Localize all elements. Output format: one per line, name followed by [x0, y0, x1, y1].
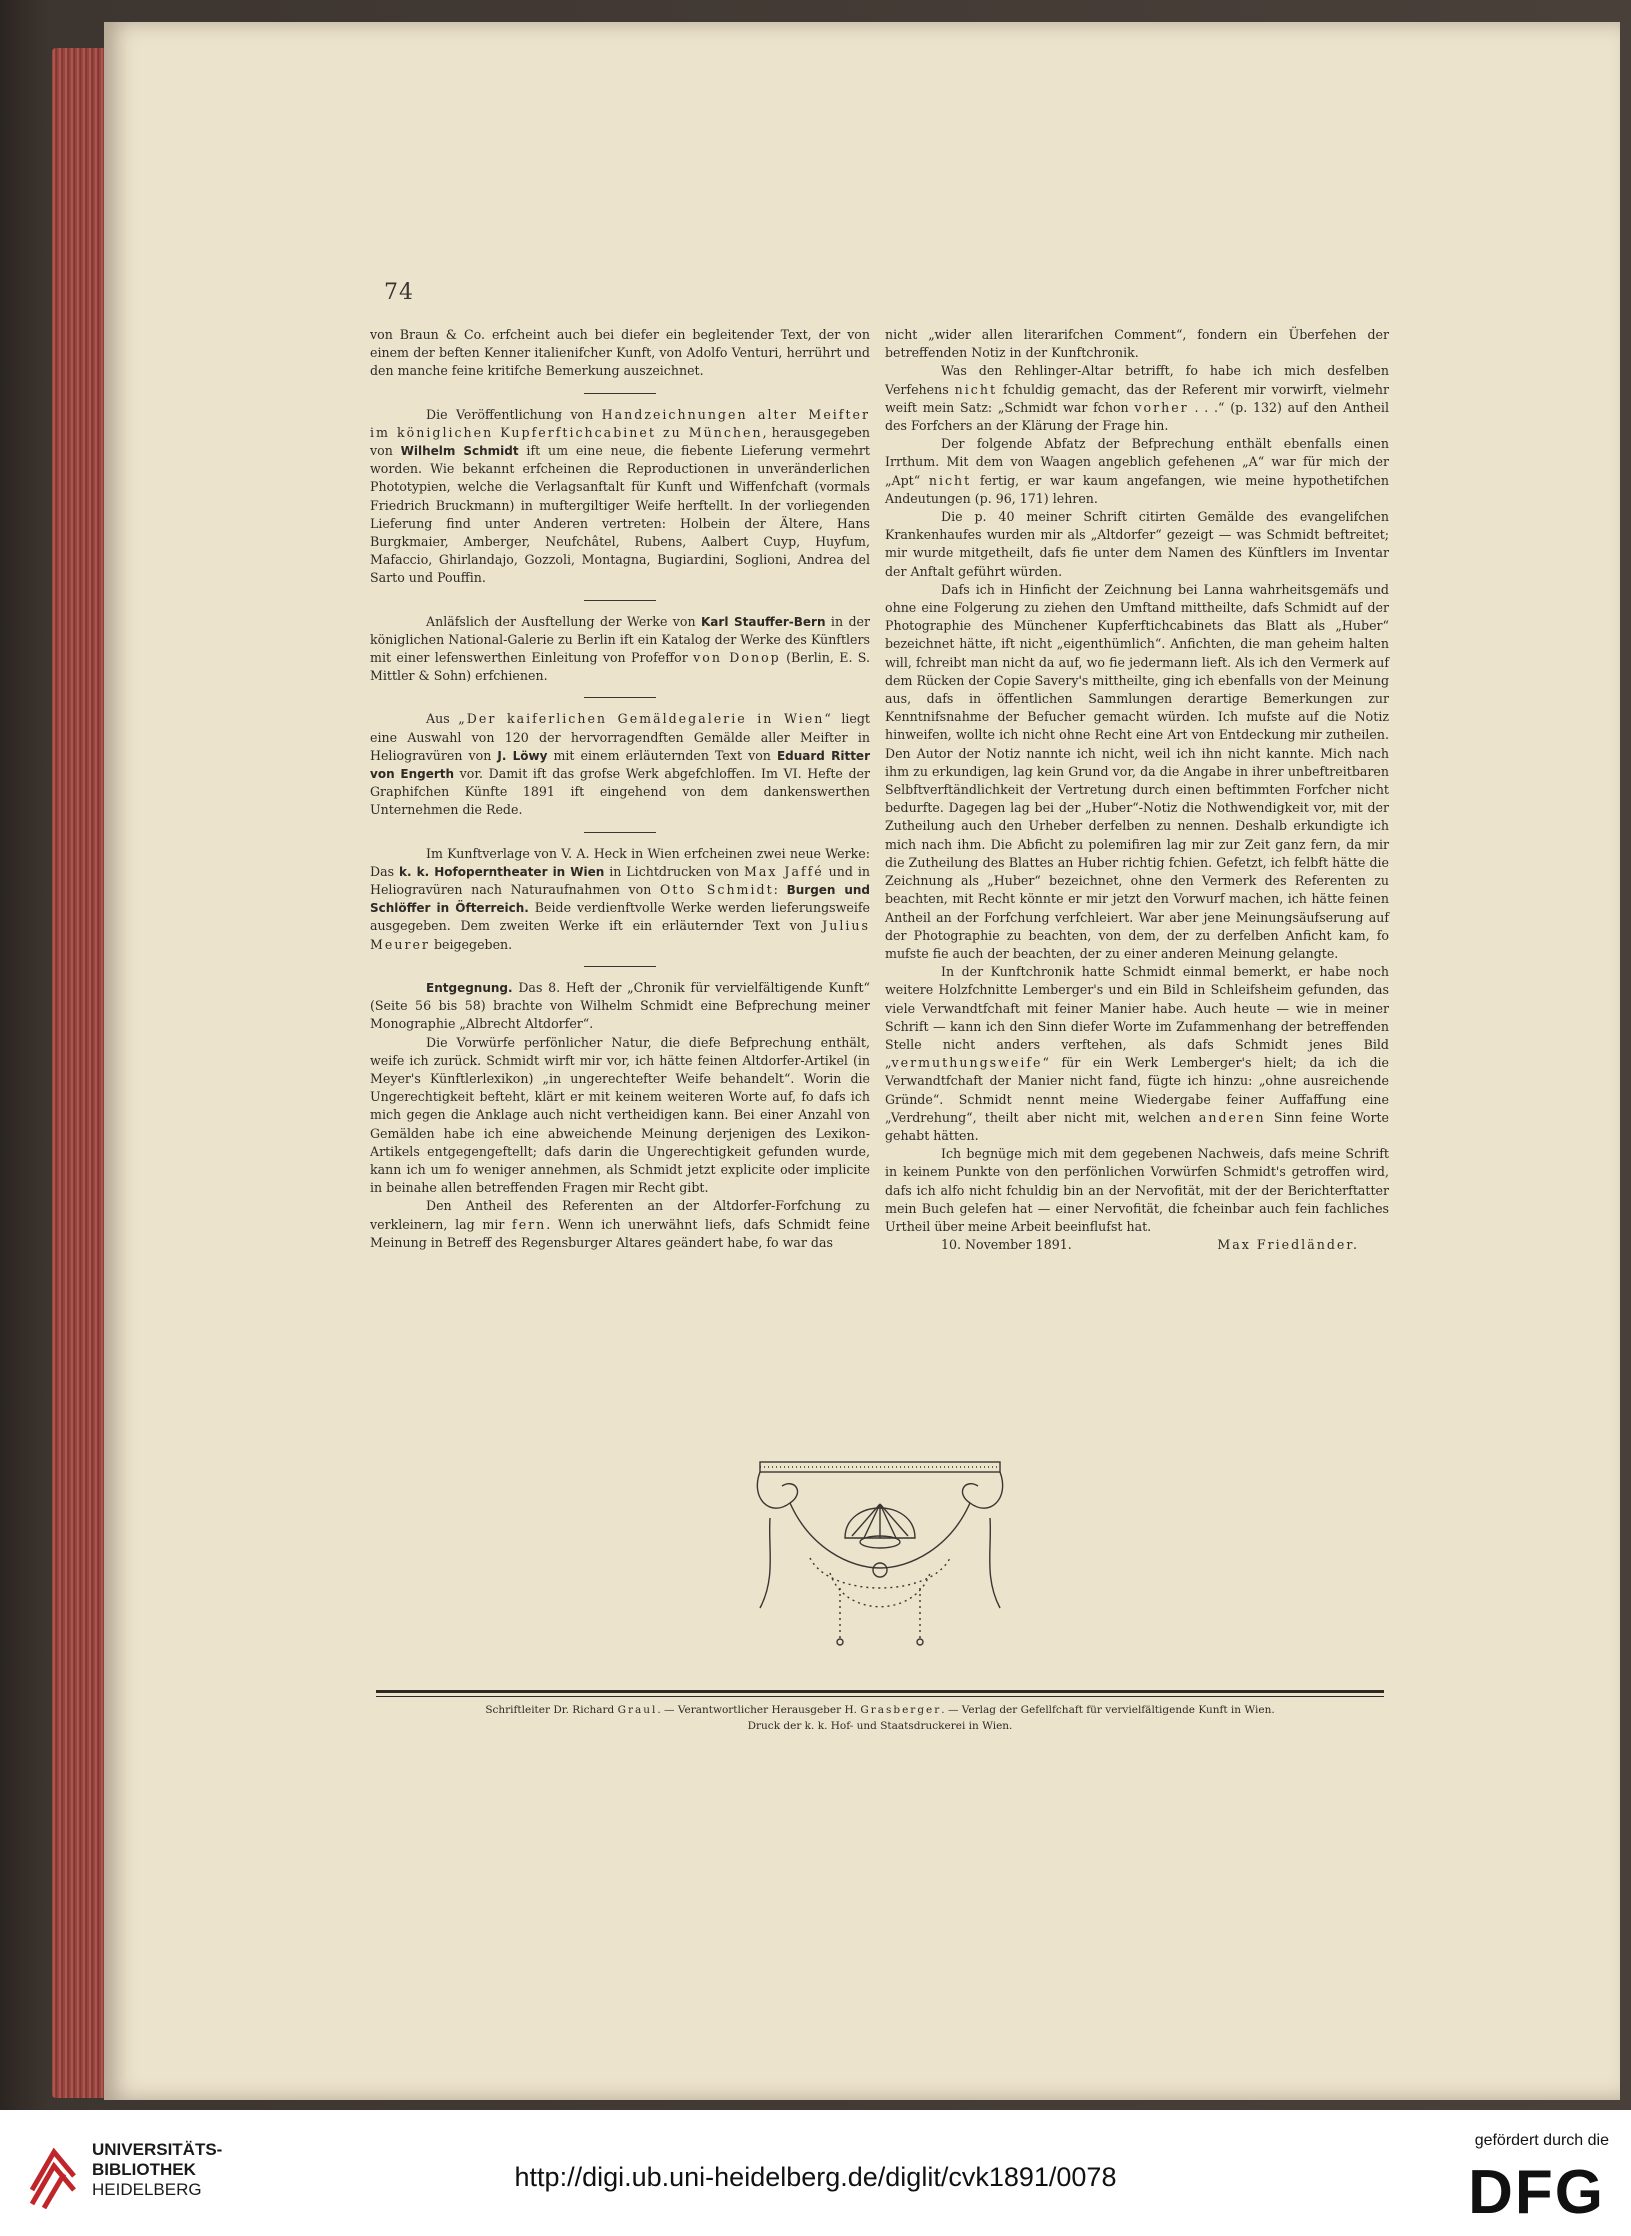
page-number: 74: [384, 280, 414, 305]
paragraph: Der folgende Abfatz der Befprechung enthält ebenfalls einen Irrthum. Mit dem von Waagen angeblich gefehenen „A“ war für mich der „Apt“ nicht fertig, er war kaum angefangen, wie meine hypothetifchen Andeutungen (p. 96, 171) lehren.: [885, 436, 1389, 506]
signature-line: [885, 1236, 1389, 1254]
paragraph: nicht „wider allen literarifchen Comment“, fondern ein Überfehen der betreffenden Notiz in der Kunftchronik.: [885, 327, 1389, 361]
colophon-line-1: Schriftleiter Dr. Richard Graul. — Verantwortlicher Herausgeber H. Grasberger. — Verlag der Gefellfchaft für vervielfältigende Kunft in Wien.: [485, 1704, 1275, 1716]
paragraph: Entgegnung. Das 8. Heft der „Chronik für vervielfältigende Kunft“ (Seite 56 bis 58) brachte von Wilhelm Schmidt eine Befprechung meiner Monographie „Albrecht Altdorfer“.: [370, 979, 870, 1032]
university-library-name: UNIVERSITÄTS- BIBLIOTHEK HEIDELBERG: [92, 2140, 223, 2199]
colophon-line-2: Druck der k. k. Hof- und Staatsdruckerei in Wien.: [747, 1720, 1013, 1732]
paragraph: Ich begnüge mich mit dem gegebenen Nachweis, dafs meine Schrift in keinem Punkte von den perfönlichen Vorwürfen Schmidt's getroffen wird, dafs ich alfo nicht fchuldig bin an der Nervofität, mit der der Berichterftatter mein Buch gelefen hat — einer Nervofität, die fcheinbar auch fein fachliches Urtheil über meine Arbeit beeinflufst hat.: [885, 1146, 1389, 1234]
separator-rule: [584, 600, 656, 601]
digitization-banner: [0, 2110, 1631, 2236]
sponsor-label: gefördert durch die: [1474, 2132, 1609, 2149]
paragraph: Die Vorwürfe perfönlicher Natur, die diefe Befprechung enthält, weife ich zurück. Schmidt wirft mir vor, ich hätte feinen Altdorfer-Artikel (in Meyer's Künftlerlexikon) „in ungerechtefter Weife behandelt“. Worin die Ungerechtigkeit befteht, klärt er mit keinem weiteren Worte auf, fo dafs ich mich gegen die Anklage auch nicht vertheidigen kann. Bei einer Anzahl von Gemälden habe ich eine abweichende Meinung derjenigen des Lexikon-Artikels entgegengeftellt; dafs darin die Ungerechtigkeit gefunden wurde, kann ich um fo weniger annehmen, als Schmidt jetzt explicite oder implicite in beinahe allen betreffenden Fragen mir Recht gibt.: [370, 1034, 870, 1196]
right-column: [885, 326, 1389, 1254]
paragraph: Dafs ich in Hinficht der Zeichnung bei Lanna wahrheitsgemäfs und ohne eine Folgerung zu ziehen den Umftand mittheilte, dafs Schmidt auf der Photographie des Münchener Kupferftichcabinets das Blatt als „Huber“ bezeichnet hätte, ift nicht „eigenthümlich“. Anfichten, die man geheim halten will, fchreibt man nicht da auf, wo fie jedermann lieft. Als ich den Vermerk auf dem Rücken der Copie Savery's mittheilte, ging ich ebenfalls von der Meinung aus, dafs in öffentlichen Sammlungen derartige Bemerkungen zur Kenntnifsnahme der Befucher gemacht würden. Ich mufste auf die Notiz hinweifen, wollte ich nicht ohne Recht eine Art von Entdeckung mir zutheilen. Den Autor der Notiz nannte ich nicht, weil ich ihn nicht kannte. Mich nach ihm zu erkundigen, lag kein Grund vor, da die Angabe in ihrer unbeftreitbaren Selbftverftändlichkeit der Vertretung durch einen beftimmten Forfcher nicht bedurfte. Dagegen lag bei der „Huber“-Notiz die Nothwendigkeit vor, mit der Zutheilung auch den Urheber derfelben zu nennen. Deshalb erkundigte ich mich nach ihm. Die Abficht zu polemifiren lag mir zur Zeit ganz fern, da mir die Zutheilung des Blattes an Huber richtig fchien. Gefetzt, ich felbft hätte die Zeichnung als „Huber“ bezeichnet, ohne den Vermerk des Referenten zu beachten, mit Recht könnte er mir jetzt den Vorwurf machen, ich hätte feinen Antheil an der Forfchung verfchleiert. War aber jene Meinungsäufserung auf der Photographie zu beachten, von dem, der zu derfelben Anficht kam, fo mufste fie auch der beachten, der zu einer anderen Meinung gelangte.: [885, 581, 1389, 961]
paragraph: Anläfslich der Ausftellung der Werke von Karl Stauffer-Bern in der königlichen National-Galerie zu Berlin ift ein Katalog der Werke des Künftlers mit einer lefenswerthen Einleitung von Profeffor von Donop (Berlin, E. S. Mittler & Sohn) erfchienen.: [370, 613, 870, 684]
separator-rule: [584, 966, 656, 967]
separator-rule: [584, 832, 656, 833]
letter-date: 10. November 1891.: [941, 1237, 1072, 1253]
paragraph: von Braun & Co. erfcheint auch bei diefer ein begleitender Text, der von einem der beften Kenner italienifcher Kunft, von Adolfo Venturi, herrührt und den manche feine kritifche Bemerkung auszeichnet.: [370, 327, 870, 379]
paragraph: Was den Rehlinger-Altar betrifft, fo habe ich mich desfelben Verfehens nicht fchuldig gemacht, das der Referent mir vorwirft, vielmehr weift mein Satz: „Schmidt war fchon vorher . . .“ (p. 132) auf den Antheil des Forfchers an der Klärung der Frage hin.: [885, 363, 1389, 434]
author-signature: Max Friedländer.: [1217, 1237, 1359, 1253]
footer-rule-thick: [376, 1690, 1384, 1693]
paragraph: In der Kunftchronik hatte Schmidt einmal bemerkt, er habe noch weitere Holzfchnitte Lemberger's und ein Bild in Schleifsheim gefunden, das viele Verwandtfchaft mit feiner Manier habe. Auch heute — wie in meiner Schrift — kann ich den Sinn diefer Worte im Zufammenhang der betreffenden Stelle nicht anders verftehen, als dafs Schmidt jenes Bild „vermuthungsweife“ für ein Werk Lemberger's hielt; da ich die Verwandtfchaft der Manier nicht fand, fügte ich hinzu: „ohne ausreichende Gründe“. Schmidt nennt meine Wiedergabe feiner Auffaffung eine „Verdrehung“, theilt aber nicht mit, welchen anderen Sinn feine Worte gehabt hätten.: [885, 964, 1389, 1143]
book-page-edge: [52, 48, 112, 2098]
paragraph: Die Veröffentlichung von Handzeichnungen alter Meifter im königlichen Kupferftichcabinet zu München, herausgegeben von Wilhelm Schmidt ift um eine neue, die fiebente Lieferung vermehrt worden. Wie bekannt erfcheinen die Reproductionen in unveränderlichen Phototypien, welche die Verlagsanftalt für Kunft und Wiffenfchaft (vormals Friedrich Bruckmann) in muftergiltiger Weife herftellt. In der vorliegenden Lieferung find unter Anderen vertreten: Holbein der Ältere, Hans Burgkmaier, Amberger, Neufchâtel, Rubens, Aalbert Cuyp, Huyfum, Mafaccio, Ghirlandajo, Gozzoli, Montagna, Bugiardini, Soglioni, Andrea del Sarto und Pouffin.: [370, 406, 871, 586]
paragraph: Den Antheil des Referenten an der Altdorfer-Forfchung zu verkleinern, lag mir fern. Wenn ich unerwähnt liefs, dafs Schmidt feine Meinung in Betreff des Regensburger Altares geändert habe, fo war das: [370, 1198, 870, 1250]
shell-ornament-vignette: [740, 1458, 1020, 1658]
separator-rule: [584, 697, 656, 698]
permalink-url[interactable]: http://digi.ub.uni-heidelberg.de/diglit/cvk1891/0078: [514, 2162, 1117, 2192]
paragraph: Aus „Der kaiferlichen Gemäldegalerie in Wien“ liegt eine Auswahl von 120 der hervorragendften Gemälde aller Meifter in Heliogravüren von J. Löwy mit einem erläuternden Text von Eduard Ritter von Engerth vor. Damit ift das grofse Werk abgefchloffen. Im VI. Hefte der Graphifchen Künfte 1891 ift eingehend von dem dankenswerthen Unternehmen die Rede.: [370, 711, 870, 818]
dfg-logo: DFG: [1468, 2158, 1605, 2227]
left-column: [370, 326, 870, 1252]
separator-rule: [584, 393, 656, 394]
footer-rule-thin: [376, 1696, 1384, 1697]
paragraph: Die p. 40 meiner Schrift citirten Gemälde des evangelifchen Krankenhaufes wurden mir als „Altdorfer“ gezeigt — was Schmidt beftreitet; mir wurde mitgetheilt, dafs fie unter dem Namen des Künftlers im Inventar der Anftalt geführt würden.: [885, 509, 1389, 579]
paragraph: Im Kunftverlage von V. A. Heck in Wien erfcheinen zwei neue Werke: Das k. k. Hofoperntheater in Wien in Lichtdrucken von Max Jaffé und in Heliogravüren nach Naturaufnahmen von Otto Schmidt: Burgen und Schlöffer in Öfterreich. Beide verdienftvolle Werke werden lieferungsweife ausgegeben. Dem zweiten Werke ift ein erläuternder Text von Julius Meurer beigegeben.: [370, 845, 871, 952]
